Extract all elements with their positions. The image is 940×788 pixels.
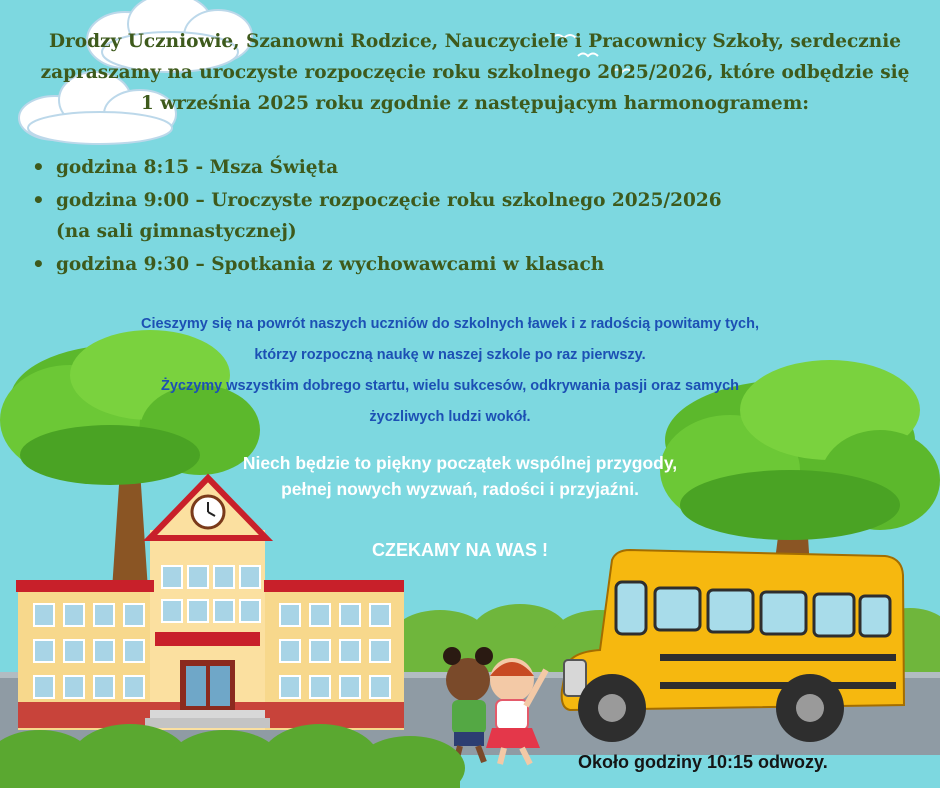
message-line-2: którzy rozpoczną naukę w naszej szkole po raz pierwszy. [254,347,646,363]
message-line-3: Życzymy wszystkim dobrego startu, wielu sukcesów, odkrywania pasji oraz samych [160,378,740,394]
callout-text: CZEKAMY NA WAS ! [371,540,548,560]
schedule-item: • godzina 8:15 - Msza Święta [28,152,848,183]
message-line-1: Cieszymy się na powrót naszych uczniów do szkolnych ławek i z radością powitamy tych, [140,316,760,332]
school-building [16,478,404,730]
schedule-item: • godzina 9:00 – Uroczyste rozpoczęcie roku szkolnego 2025/2026 (na sali gimnastycznej) [28,185,848,247]
message-line-4: życzliwych ludzi wokół. [369,409,531,425]
wish-line-1: Niech będzie to piękny początek wspólnej przygody, [242,453,678,473]
invitation-intro [20,26,930,119]
footer-note: Około godziny 10:15 odwozy. [578,752,828,772]
schedule-list [28,152,848,282]
intro-line-3: 1 września 2025 roku zgodnie z następującym harmonogramem: [140,93,810,114]
wish-text [110,450,810,502]
schedule-item: • godzina 9:30 – Spotkania z wychowawcami w klasach [28,249,848,280]
intro-line-2: zapraszamy na uroczyste rozpoczęcie roku szkolnego 2025/2026, które odbędzie się [40,62,910,83]
intro-line-1: Drodzy Uczniowie, Szanowni Rodzice, Nauczyciele i Pracownicy Szkoły, serdecznie [48,31,902,52]
wish-line-2: pełnej nowych wyzwań, radości i przyjaźni. [281,479,639,499]
